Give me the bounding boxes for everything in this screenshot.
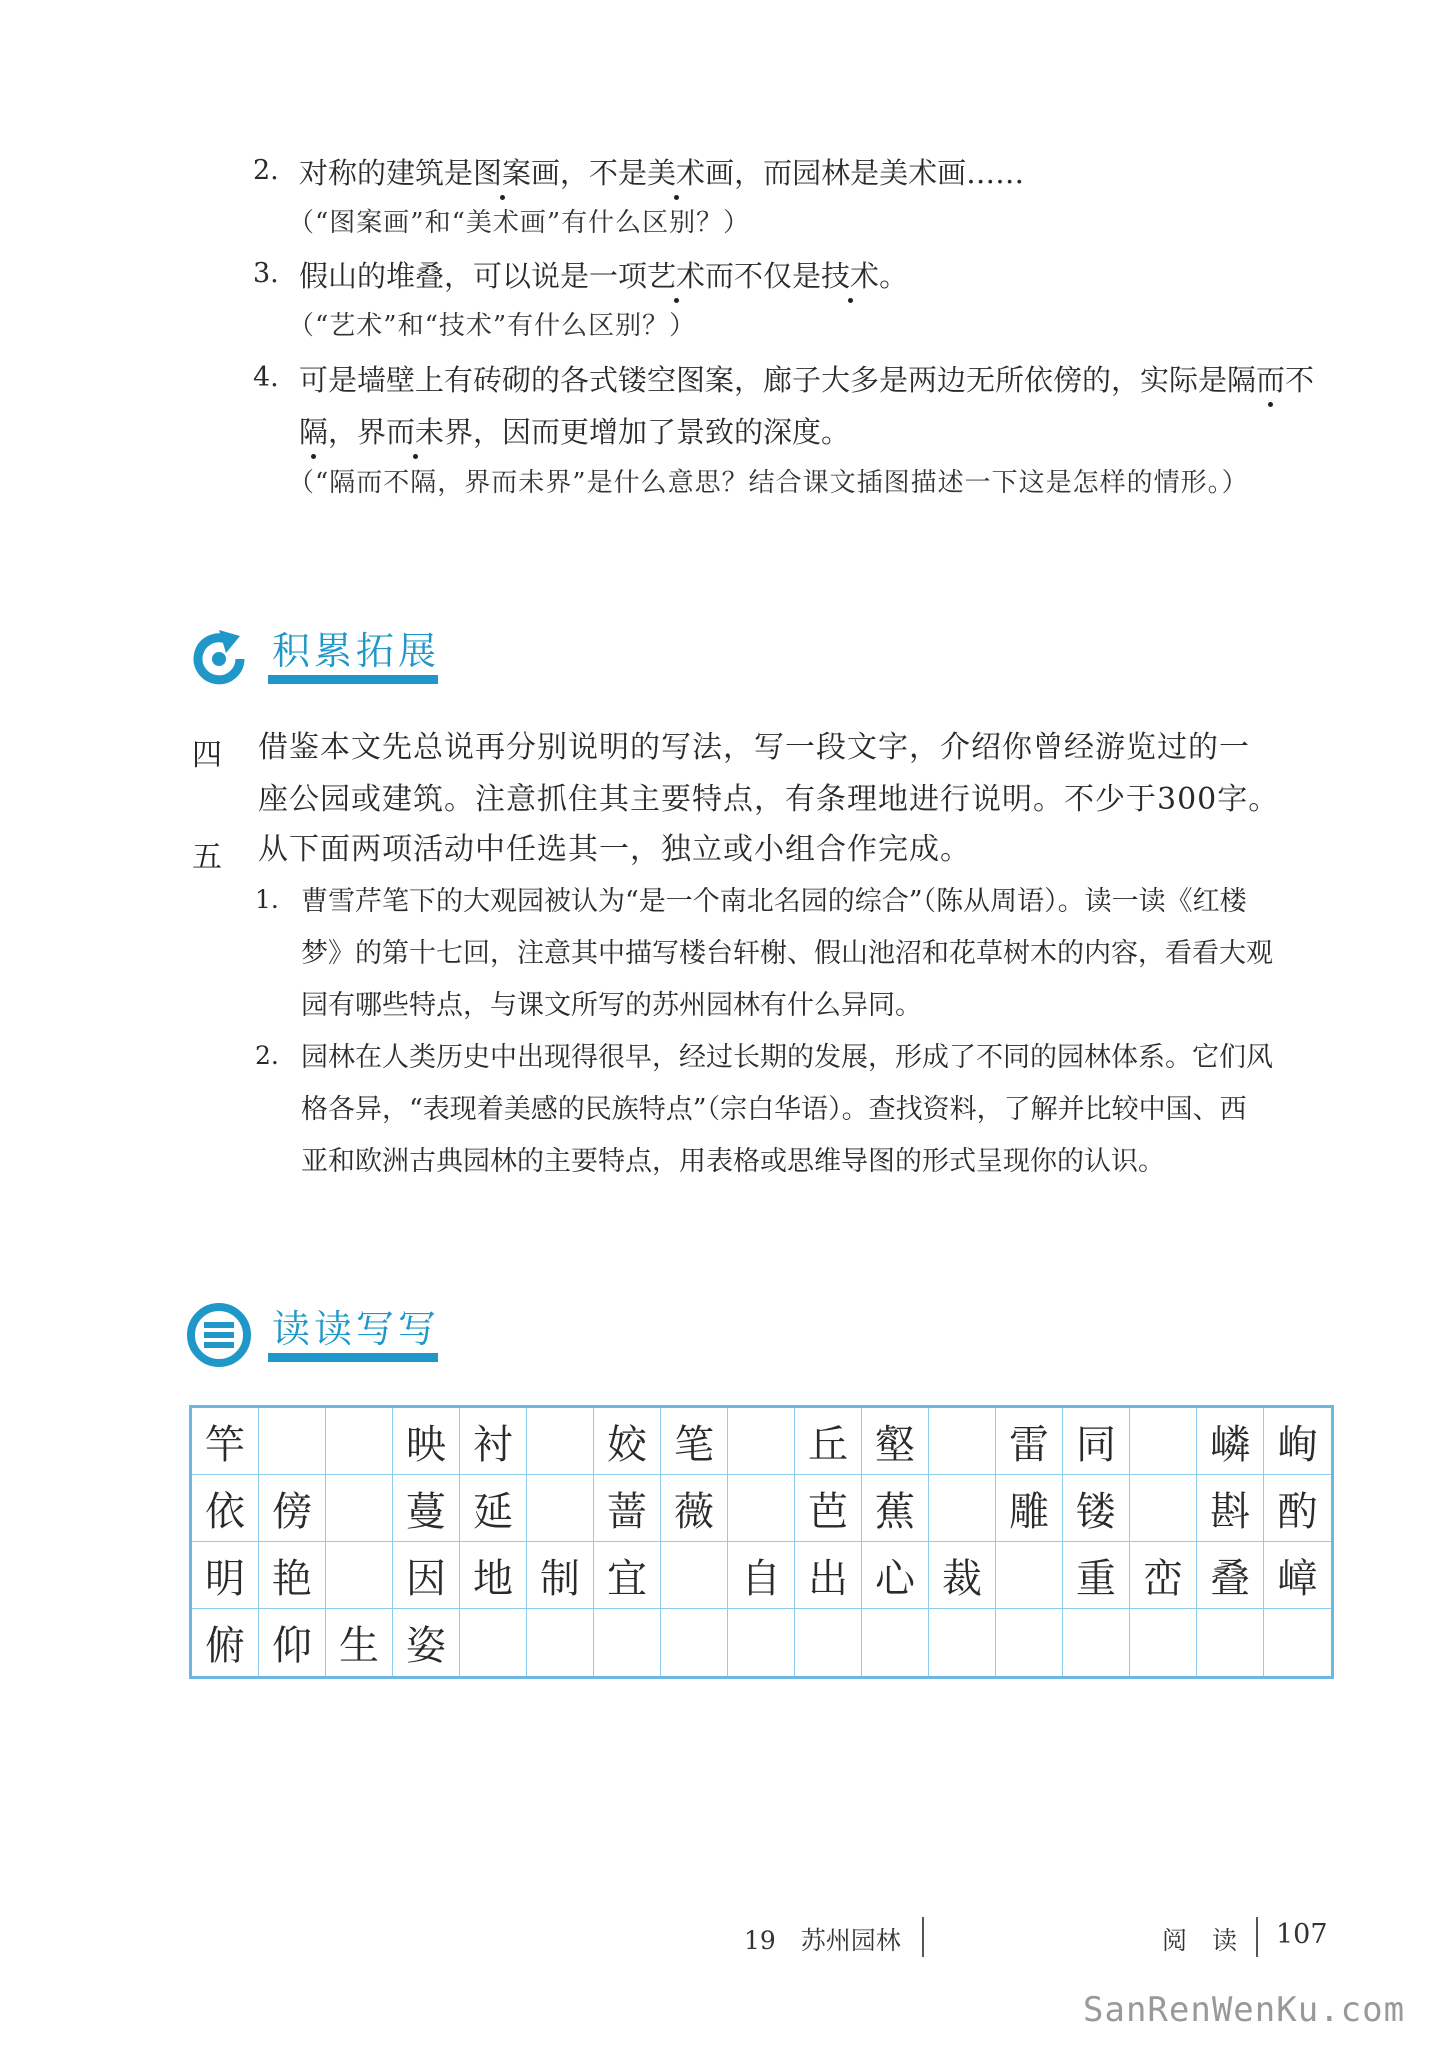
list-icon	[186, 1302, 252, 1368]
grid-cell: 自	[728, 1542, 795, 1609]
grid-cell	[1130, 1609, 1197, 1676]
exercise-five-item1-line3: 园有哪些特点，与课文所写的苏州园林有什么异同。	[301, 990, 922, 1021]
question-3-text: 假山的堆叠，可以说是一项艺术而不仅是技术。	[299, 259, 909, 293]
grid-cell	[929, 1408, 996, 1475]
exercise-four-number: 四	[192, 738, 222, 773]
refresh-arrow-icon	[186, 626, 252, 692]
grid-cell: 竿	[192, 1408, 259, 1475]
grid-cell	[929, 1475, 996, 1542]
grid-cell	[326, 1408, 393, 1475]
grid-cell: 蕉	[862, 1475, 929, 1542]
footer-unit: 阅 读	[1162, 1926, 1238, 1955]
emphasis-ge: 隔	[299, 415, 329, 449]
emphasis-gebubu: 隔而不	[1227, 363, 1315, 397]
grid-cell: 明	[192, 1542, 259, 1609]
page-number: 107	[1276, 1919, 1328, 1950]
section-underline-dudu	[268, 1353, 438, 1362]
question-3-hint: （“艺术”和“技术”有什么区别？）	[288, 311, 697, 341]
grid-cell	[996, 1542, 1063, 1609]
question-4-line1: 可是墙壁上有砖砌的各式镂空图案，廊子大多是两边无所依傍的，实际是隔而不	[299, 363, 1315, 397]
grid-cell: 峦	[1130, 1542, 1197, 1609]
footer-divider-left	[922, 1917, 924, 1957]
exercise-five-item2-line2: 格各异，“表现着美感的民族特点”（宗白华语）。查找资料，了解并比较中国、西	[301, 1094, 1247, 1125]
grid-cell	[460, 1609, 527, 1676]
exercise-five-line1: 从下面两项活动中任选其一，独立或小组合作完成。	[258, 832, 971, 867]
grid-row	[192, 1408, 1331, 1475]
exercise-four-line2: 座公园或建筑。注意抓住其主要特点，有条理地进行说明。不少于300字。	[258, 782, 1280, 817]
grid-cell	[326, 1542, 393, 1609]
grid-cell: 雕	[996, 1475, 1063, 1542]
question-4-line2: 隔，界而未界，因而更增加了景致的深度。	[299, 415, 851, 449]
grid-cell: 薇	[661, 1475, 728, 1542]
grid-cell	[1264, 1609, 1331, 1676]
grid-cell: 衬	[460, 1408, 527, 1475]
footer-divider-right	[1256, 1917, 1258, 1957]
emphasis-tuan: 图案	[473, 156, 532, 190]
grid-cell: 重	[1063, 1542, 1130, 1609]
grid-cell: 地	[460, 1542, 527, 1609]
emphasis-yishu: 艺术	[647, 259, 706, 293]
character-grid	[189, 1405, 1334, 1679]
grid-row	[192, 1542, 1331, 1609]
grid-cell: 蔷	[594, 1475, 661, 1542]
grid-cell: 傍	[259, 1475, 326, 1542]
grid-cell: 艳	[259, 1542, 326, 1609]
grid-cell: 嶙	[1197, 1408, 1264, 1475]
grid-cell: 雷	[996, 1408, 1063, 1475]
question-2-hint: （“图案画”和“美术画”有什么区别？）	[288, 208, 751, 238]
grid-cell: 酌	[1264, 1475, 1331, 1542]
grid-cell: 裁	[929, 1542, 996, 1609]
grid-cell	[929, 1609, 996, 1676]
grid-cell	[661, 1609, 728, 1676]
grid-cell: 延	[460, 1475, 527, 1542]
exercise-five-number: 五	[192, 840, 222, 875]
grid-cell: 出	[795, 1542, 862, 1609]
section-underline-jilei	[268, 675, 438, 684]
grid-row	[192, 1475, 1331, 1542]
grid-cell	[728, 1408, 795, 1475]
grid-cell	[996, 1609, 1063, 1676]
exercise-four-line1: 借鉴本文先总说再分别说明的写法，写一段文字，介绍你曾经游览过的一	[258, 730, 1250, 765]
grid-cell: 同	[1063, 1408, 1130, 1475]
footer-lesson: 19 苏州园林	[744, 1926, 901, 1955]
emphasis-jishu: 技术	[821, 259, 880, 293]
question-4-number: 4.	[253, 362, 279, 393]
exercise-five-item1-line1: 曹雪芹笔下的大观园被认为“是一个南北名园的综合”（陈从周语）。读一读《红楼	[301, 886, 1247, 917]
exercise-five-item2-line1: 园林在人类历史中出现得很早，经过长期的发展，形成了不同的园林体系。它们风	[301, 1042, 1273, 1073]
grid-cell	[661, 1542, 728, 1609]
watermark: SanRenWenKu.com	[1083, 1990, 1406, 2030]
exercise-five-item2-number: 2.	[255, 1041, 279, 1070]
grid-cell	[527, 1408, 594, 1475]
grid-cell	[259, 1408, 326, 1475]
grid-cell: 笔	[661, 1408, 728, 1475]
grid-cell	[862, 1609, 929, 1676]
grid-cell: 依	[192, 1475, 259, 1542]
exercise-five-item2-line3: 亚和欧洲古典园林的主要特点，用表格或思维导图的形式呈现你的认识。	[301, 1146, 1165, 1177]
grid-cell: 仰	[259, 1609, 326, 1676]
emphasis-meishu: 美术	[647, 156, 706, 190]
grid-cell	[1130, 1475, 1197, 1542]
exercise-five-item1-line2: 梦》的第十七回，注意其中描写楼台轩榭、假山池沼和花草树木的内容，看看大观	[301, 938, 1273, 969]
grid-cell: 丘	[795, 1408, 862, 1475]
grid-cell: 宜	[594, 1542, 661, 1609]
grid-cell: 心	[862, 1542, 929, 1609]
emphasis-jieerweijie: 界而未界	[357, 415, 474, 449]
section-title-dudu: 读读写写	[272, 1307, 441, 1351]
grid-cell	[728, 1475, 795, 1542]
grid-cell	[594, 1609, 661, 1676]
grid-cell: 映	[393, 1408, 460, 1475]
grid-cell	[527, 1609, 594, 1676]
grid-cell: 镂	[1063, 1475, 1130, 1542]
question-2-number: 2.	[253, 155, 279, 186]
exercise-five-item1-number: 1.	[255, 885, 279, 914]
grid-cell	[1197, 1609, 1264, 1676]
grid-cell: 俯	[192, 1609, 259, 1676]
grid-cell: 姣	[594, 1408, 661, 1475]
grid-cell: 姿	[393, 1609, 460, 1676]
grid-cell: 制	[527, 1542, 594, 1609]
grid-cell	[326, 1475, 393, 1542]
question-2-text: 对称的建筑是图案画，不是美术画，而园林是美术画……	[299, 156, 1025, 190]
grid-row	[192, 1609, 1331, 1676]
grid-cell	[1130, 1408, 1197, 1475]
grid-cell	[1063, 1609, 1130, 1676]
grid-cell	[795, 1609, 862, 1676]
grid-cell: 生	[326, 1609, 393, 1676]
grid-cell: 壑	[862, 1408, 929, 1475]
grid-cell: 叠	[1197, 1542, 1264, 1609]
section-title-jilei: 积累拓展	[272, 629, 441, 673]
grid-cell	[527, 1475, 594, 1542]
grid-cell	[728, 1609, 795, 1676]
grid-cell: 蔓	[393, 1475, 460, 1542]
grid-cell: 芭	[795, 1475, 862, 1542]
question-4-hint: （“隔而不隔，界而未界”是什么意思？结合课文插图描述一下这是怎样的情形。）	[288, 468, 1249, 498]
question-3-number: 3.	[253, 258, 279, 289]
grid-cell: 嶂	[1264, 1542, 1331, 1609]
grid-cell: 因	[393, 1542, 460, 1609]
grid-cell: 峋	[1264, 1408, 1331, 1475]
grid-cell: 斟	[1197, 1475, 1264, 1542]
